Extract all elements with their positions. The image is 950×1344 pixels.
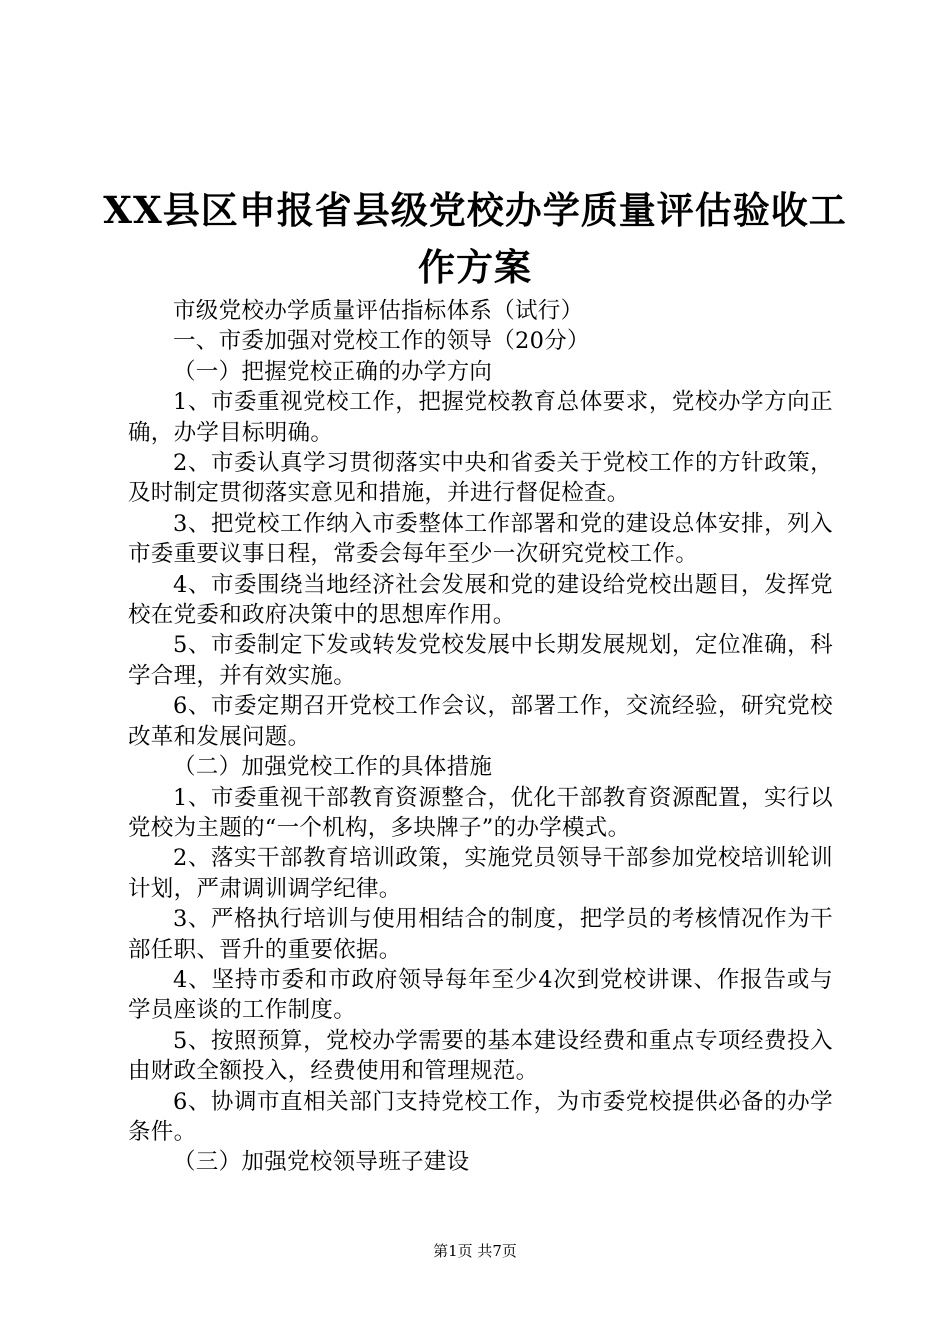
subsection-heading-1: （一）把握党校正确的办学方向	[173, 358, 493, 385]
document-title-line-1: XX县区申报省县级党校办学质量评估验收工	[103, 188, 847, 232]
paragraph: 2、落实干部教育培训政策，实施党员领导干部参加党校培训轮训计划，严肃调训调学纪律。	[128, 845, 833, 902]
paragraph: 4、市委围绕当地经济社会发展和党的建设给党校出题目，发挥党校在党委和政府决策中的思想库作用。	[128, 571, 833, 629]
page-footer: 第1页 共7页	[433, 1242, 517, 1260]
document-body	[128, 296, 833, 1178]
subsection-heading-3: （三）加强党校领导班子建设	[173, 1149, 470, 1176]
paragraph: 6、市委定期召开党校工作会议，部署工作，交流经验，研究党校改革和发展问题。	[128, 693, 833, 750]
subsection-heading-2: （二）加强党校工作的具体措施	[173, 754, 493, 781]
paragraph: 4、坚持市委和市政府领导每年至少4次到党校讲课、作报告或与学员座谈的工作制度。	[128, 966, 833, 1024]
paragraph: 5、市委制定下发或转发党校发展中长期发展规划，定位准确，科学合理，并有效实施。	[128, 632, 833, 689]
paragraph: 1、市委重视党校工作，把握党校教育总体要求，党校办学方向正确，办学目标明确。	[128, 389, 833, 446]
paragraph: 2、市委认真学习贯彻落实中央和省委关于党校工作的方针政策，及时制定贯彻落实意见和措施，并进行督促检查。	[128, 450, 833, 507]
paragraph: 1、市委重视干部教育资源整合，优化干部教育资源配置，实行以党校为主题的“一个机构，多块牌子”的办学模式。	[128, 784, 833, 841]
paragraph: 6、协调市直相关部门支持党校工作，为市委党校提供必备的办学条件。	[128, 1088, 833, 1145]
section-heading-1: 一、市委加强对党校工作的领导（20分）	[173, 328, 590, 355]
document-title-line-2: 作方案	[418, 245, 532, 289]
paragraph-subtitle: 市级党校办学质量评估指标体系（试行）	[173, 298, 584, 324]
paragraph: 3、严格执行培训与使用相结合的制度，把学员的考核情况作为干部任职、晋升的重要依据。	[128, 906, 833, 963]
paragraph: 5、按照预算，党校办学需要的基本建设经费和重点专项经费投入由财政全额投入，经费使用和管理规范。	[128, 1027, 833, 1085]
paragraph: 3、把党校工作纳入市委整体工作部署和党的建设总体安排，列入市委重要议事日程，常委会每年至少一次研究党校工作。	[128, 510, 833, 568]
